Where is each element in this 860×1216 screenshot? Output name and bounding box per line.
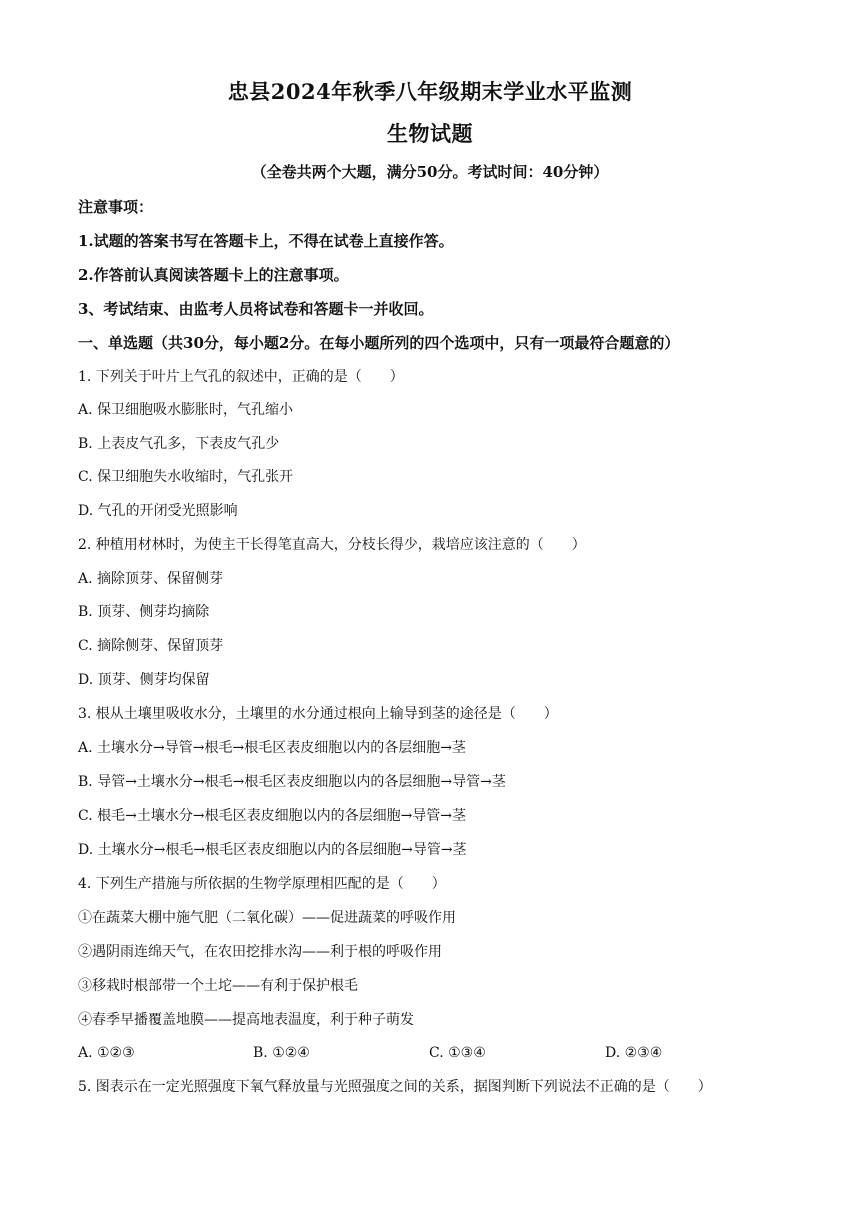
- question-1-stem: 1. 下列关于叶片上气孔的叙述中，正确的是（ ）: [78, 369, 404, 385]
- question-4-statement-3: ③移栽时根部带一个土坨——有利于保护根毛: [78, 978, 358, 994]
- question-1-option-d: D. 气孔的开闭受光照影响: [78, 503, 238, 519]
- question-4-option-b: B. ①②④: [253, 1045, 310, 1061]
- question-3-option-c: C. 根毛→土壤水分→根毛区表皮细胞以内的各层细胞→导管→茎: [78, 808, 467, 824]
- question-2-option-a: A. 摘除顶芽、保留侧芽: [78, 571, 224, 587]
- question-3-option-a: A. 土壤水分→导管→根毛→根毛区表皮细胞以内的各层细胞→茎: [78, 740, 466, 756]
- exam-title: 忠县2024年秋季八年级期末学业水平监测: [227, 79, 633, 104]
- question-5-stem: 5. 图表示在一定光照强度下氧气释放量与光照强度之间的关系，据图判断下列说法不正确的是（ ）: [78, 1079, 712, 1095]
- notice-item-3: 3、考试结束、由监考人员将试卷和答题卡一并收回。: [78, 300, 434, 318]
- question-1-option-b: B. 上表皮气孔多，下表皮气孔少: [78, 436, 280, 452]
- question-2-stem: 2. 种植用材林时，为使主干长得笔直高大，分枝长得少，栽培应该注意的（ ）: [78, 537, 586, 553]
- question-3-stem: 3. 根从土壤里吸收水分，土壤里的水分通过根向上输导到茎的途径是（ ）: [78, 706, 558, 722]
- question-4-statement-1: ①在蔬菜大棚中施气肥（二氧化碳）——促进蔬菜的呼吸作用: [78, 910, 456, 926]
- question-4-stem: 4. 下列生产措施与所依据的生物学原理相匹配的是（ ）: [78, 876, 446, 892]
- question-4-statement-2: ②遇阴雨连绵天气，在农田挖排水沟——利于根的呼吸作用: [78, 944, 442, 960]
- question-2-option-b: B. 顶芽、侧芽均摘除: [78, 604, 210, 620]
- question-3-option-d: D. 土壤水分→根毛→根毛区表皮细胞以内的各层细胞→导管→茎: [78, 842, 467, 858]
- question-4-option-d: D. ②③④: [605, 1045, 663, 1061]
- question-4-statement-4: ④春季早播覆盖地膜——提高地表温度，利于种子萌发: [78, 1012, 414, 1028]
- question-2-option-c: C. 摘除侧芽、保留顶芽: [78, 638, 224, 654]
- question-4-option-a: A. ①②③: [78, 1045, 135, 1061]
- notice-item-2: 2.作答前认真阅读答题卡上的注意事项。: [78, 266, 349, 284]
- exam-info: （全卷共两个大题，满分50分。考试时间：40分钟）: [251, 163, 609, 181]
- question-1-option-c: C. 保卫细胞失水收缩时，气孔张开: [78, 469, 294, 485]
- question-3-option-b: B. 导管→土壤水分→根毛→根毛区表皮细胞以内的各层细胞→导管→茎: [78, 774, 506, 790]
- section-heading: 一、单选题（共30分，每小题2分。在每小题所列的四个选项中，只有一项最符合题意的）: [78, 334, 680, 352]
- notice-item-1: 1.试题的答案书写在答题卡上，不得在试卷上直接作答。: [78, 232, 454, 250]
- question-1-option-a: A. 保卫细胞吸水膨胀时，气孔缩小: [78, 402, 294, 418]
- question-4-option-c: C. ①③④: [429, 1045, 486, 1061]
- exam-subtitle: 生物试题: [387, 121, 473, 146]
- notice-heading: 注意事项：: [78, 198, 154, 216]
- question-2-option-d: D. 顶芽、侧芽均保留: [78, 672, 210, 688]
